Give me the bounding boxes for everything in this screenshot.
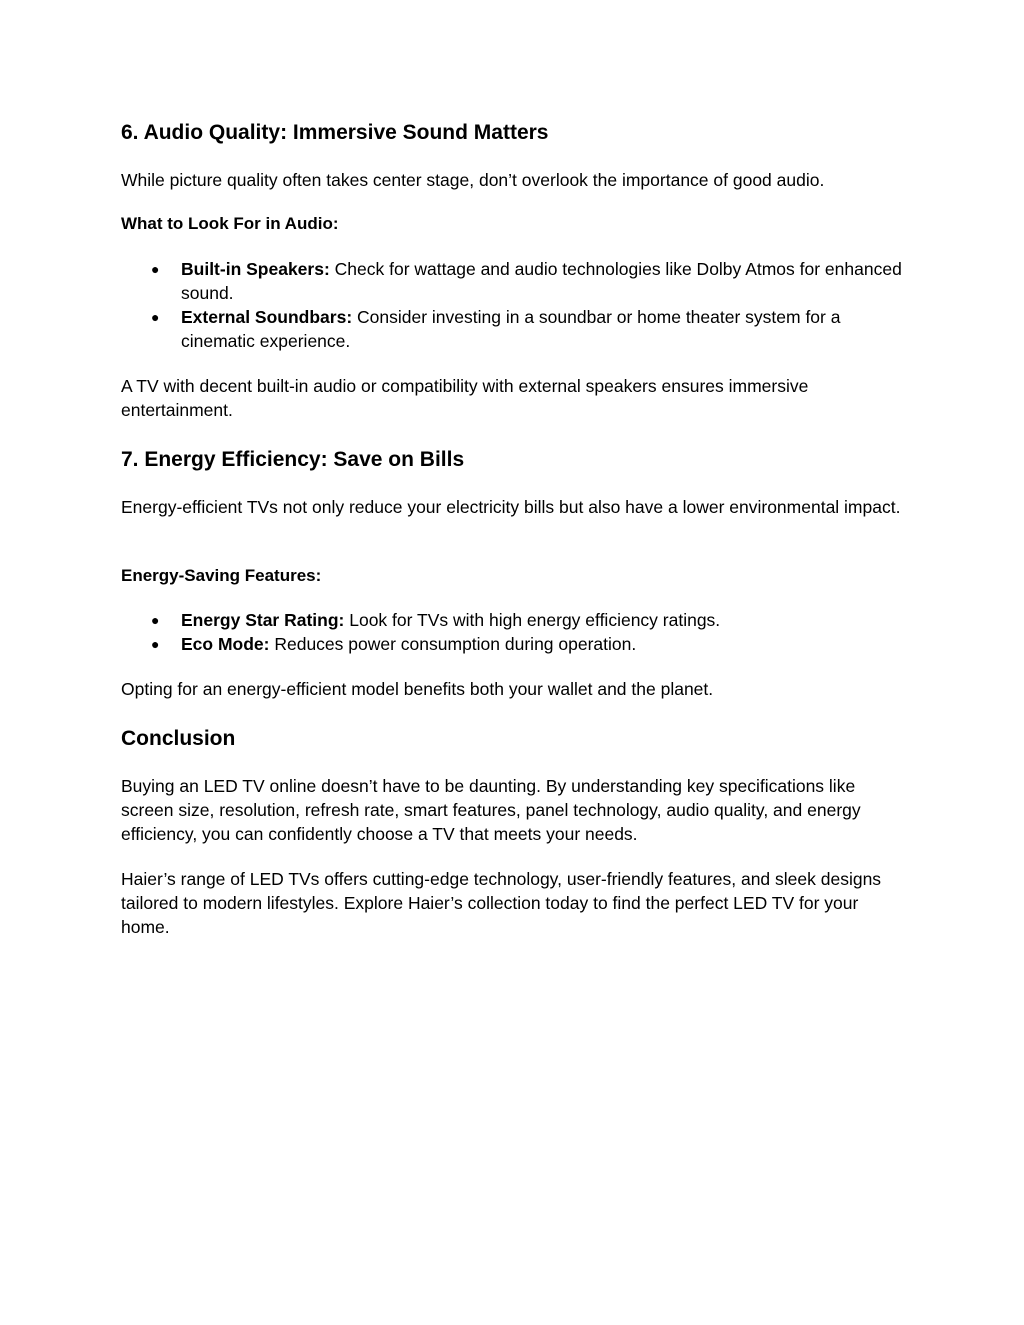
conclusion-paragraph: Haier’s range of LED TVs offers cutting-edge technology, user-friendly features, and sleek designs tailored to modern lifestyles. Explore Haier’s collection today to find the perfect LED TV for your home. [121, 869, 882, 937]
conclusion-heading: Conclusion [121, 727, 236, 750]
list-item [121, 632, 906, 656]
conclusion-paragraph: Buying an LED TV online doesn’t have to be daunting. By understanding key specifications like screen size, resolution, refresh rate, smart features, panel technology, audio quality, and energy efficiency, you can confidently choose a TV that meets your needs. [121, 776, 861, 844]
list-item-text: Look for TVs with high energy efficiency ratings. [344, 610, 721, 630]
list-item-term: Built-in Speakers: [181, 259, 330, 279]
list-item-text: Check for wattage and audio technologies like Dolby Atmos for enhanced sound. [181, 259, 902, 303]
list-item-term: Eco Mode: [181, 634, 270, 654]
section-6-heading: 6. Audio Quality: Immersive Sound Matters [121, 121, 549, 144]
bullet-icon: ● [151, 261, 160, 277]
list-item-text: Reduces power consumption during operation. [269, 634, 637, 654]
section-7-outro: Opting for an energy-efficient model benefits both your wallet and the planet. [121, 679, 714, 699]
list-item [121, 608, 906, 632]
section-7-heading: 7. Energy Efficiency: Save on Bills [121, 448, 465, 471]
section-6-list [121, 257, 906, 353]
bullet-icon: ● [151, 612, 160, 628]
list-item-term: External Soundbars: [181, 307, 353, 327]
section-7-intro: Energy-efficient TVs not only reduce your electricity bills but also have a lower environmental impact. [121, 497, 901, 517]
section-6-list-label: What to Look For in Audio: [121, 214, 339, 233]
list-item [121, 305, 906, 353]
bullet-icon: ● [151, 636, 160, 652]
list-item-term: Energy Star Rating: [181, 610, 345, 630]
section-7-list [121, 608, 906, 656]
section-6-outro: A TV with decent built-in audio or compatibility with external speakers ensures immersive entertainment. [121, 376, 809, 420]
section-6-intro: While picture quality often takes center stage, don’t overlook the importance of good audio. [121, 170, 825, 190]
section-7-list-label: Energy-Saving Features: [121, 566, 322, 585]
bullet-icon: ● [151, 309, 160, 325]
list-item-text: Consider investing in a soundbar or home theater system for a cinematic experience. [181, 307, 841, 351]
list-item [121, 257, 906, 305]
